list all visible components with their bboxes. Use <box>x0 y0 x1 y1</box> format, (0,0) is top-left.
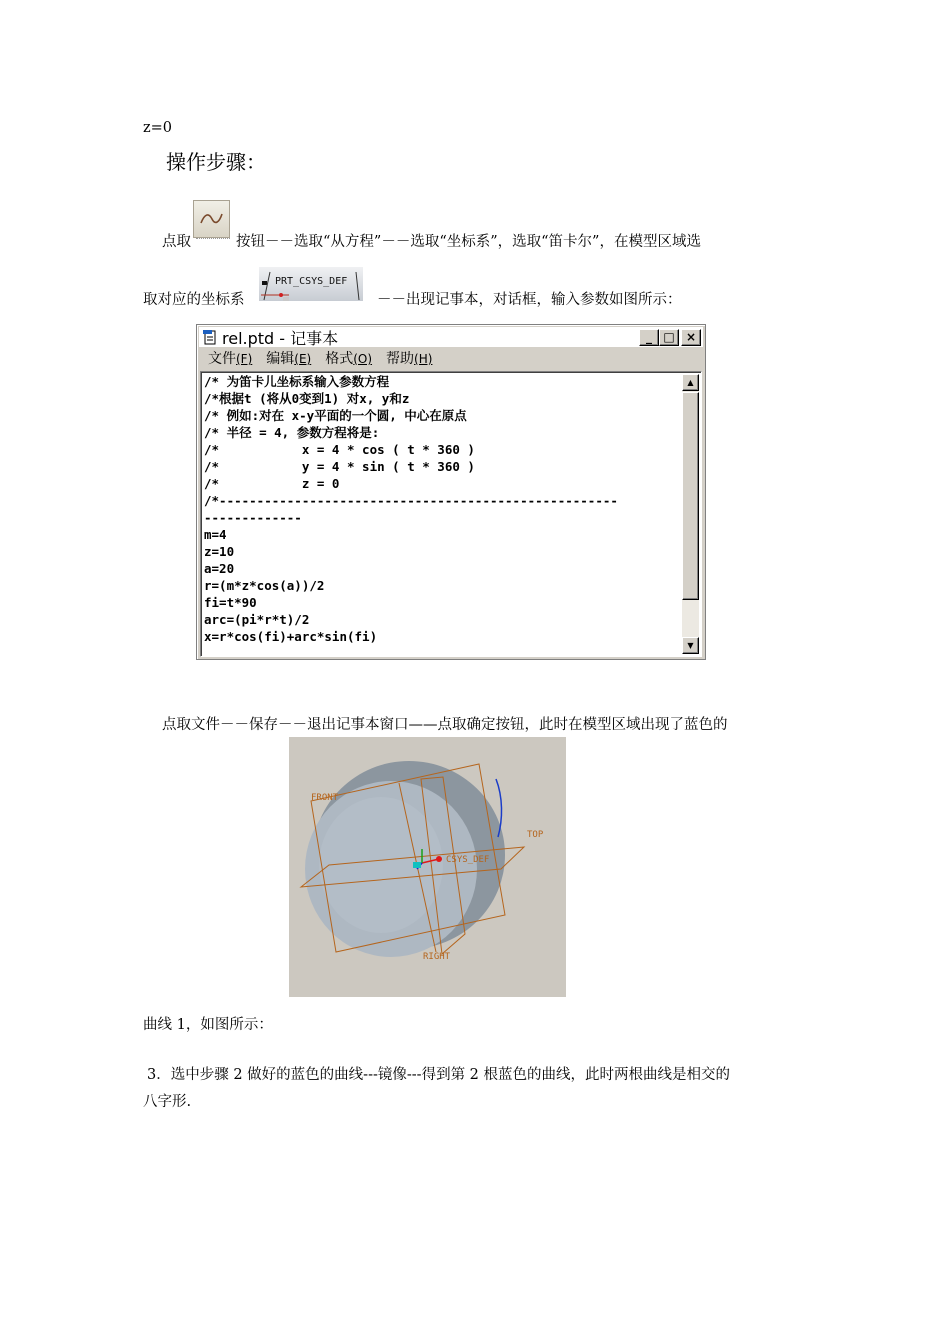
formula-line: z=0 <box>143 120 173 136</box>
notepad-window <box>196 324 706 660</box>
notepad-line: z=10 <box>204 544 235 559</box>
notepad-line: /* x = 4 * cos ( t * 360 ) <box>204 442 475 457</box>
csys-label: PRT_CSYS_DEF <box>275 276 348 287</box>
scroll-down-icon[interactable]: ▼ <box>682 637 699 654</box>
para1-text: 按钮－－选取“从方程”－－选取“坐标系”，选取“笛卡尔”，在模型区域选 <box>236 234 701 250</box>
menu-help[interactable]: 帮助(H) <box>386 351 433 367</box>
notepad-line: /* 例如:对在 x-y平面的一个圆, 中心在原点 <box>204 408 467 423</box>
vertical-scrollbar[interactable] <box>682 374 699 654</box>
para4-line2: 八字形. <box>143 1094 192 1110</box>
notepad-titlebar[interactable] <box>199 327 703 347</box>
menu-format[interactable]: 格式(O) <box>325 351 373 367</box>
para1-line2-text: 取对应的坐标系 <box>143 292 245 308</box>
notepad-line: m=4 <box>204 527 227 542</box>
notepad-line: /* 为笛卡儿坐标系输入参数方程 <box>204 374 390 389</box>
notepad-app-icon <box>202 329 218 345</box>
para2-text: 点取文件－－保存－－退出记事本窗口——点取确定按钮，此时在模型区域出现了蓝色的 <box>162 717 728 733</box>
notepad-line: /* z = 0 <box>204 476 340 491</box>
curve-icon <box>194 201 229 237</box>
notepad-line: /*----------------------------------------------------- <box>204 493 618 508</box>
csys-def-label: CSYS_DEF <box>446 855 490 865</box>
button-underline-divider <box>196 238 230 239</box>
notepad-content <box>204 373 682 645</box>
notepad-line: x=r*cos(fi)+arc*sin(fi) <box>204 629 378 644</box>
notepad-line: r=(m*z*cos(a))/2 <box>204 578 325 593</box>
para3-text: 曲线 1，如图所示： <box>143 1017 273 1033</box>
model-view-image <box>289 737 566 997</box>
notepad-line: /* 半径 = 4, 参数方程将是: <box>204 425 380 440</box>
notepad-line: a=20 <box>204 561 235 576</box>
csys-snippet <box>259 267 363 301</box>
minimize-button[interactable]: _ <box>639 329 659 346</box>
notepad-menubar <box>201 349 439 369</box>
para1-line2-suffix: －－出现记事本，对话框，输入参数如图所示： <box>377 292 682 308</box>
notepad-title: rel.ptd - 记事本 <box>222 328 339 348</box>
scroll-thumb[interactable] <box>682 392 699 600</box>
front-label: FRONT <box>311 793 339 803</box>
notepad-line: ------------- <box>204 510 302 525</box>
close-button[interactable]: × <box>681 329 701 346</box>
csys-origin-marker <box>436 856 442 862</box>
curve-from-equation-button[interactable] <box>193 200 230 238</box>
notepad-line: fi=t*90 <box>204 595 257 610</box>
notepad-line: /* y = 4 * sin ( t * 360 ) <box>204 459 475 474</box>
notepad-text-area[interactable] <box>200 371 702 657</box>
notepad-line: /*根据t (将从0变到1) 对x, y和z <box>204 391 410 406</box>
para1-prefix: 点取 <box>162 234 191 250</box>
right-label: RIGHT <box>423 952 451 962</box>
para4-line1: 3．选中步骤 2 做好的蓝色的曲线---镜像---得到第 2 根蓝色的曲线，此时两根曲线是相交的 <box>147 1067 731 1083</box>
section-heading: 操作步骤： <box>166 150 266 174</box>
maximize-button[interactable]: □ <box>659 329 679 346</box>
scroll-up-icon[interactable]: ▲ <box>682 374 699 391</box>
top-label: TOP <box>527 830 544 840</box>
menu-edit[interactable]: 编辑(E) <box>266 351 312 367</box>
menu-file[interactable]: 文件(F) <box>208 351 253 367</box>
notepad-line: arc=(pi*r*t)/2 <box>204 612 310 627</box>
